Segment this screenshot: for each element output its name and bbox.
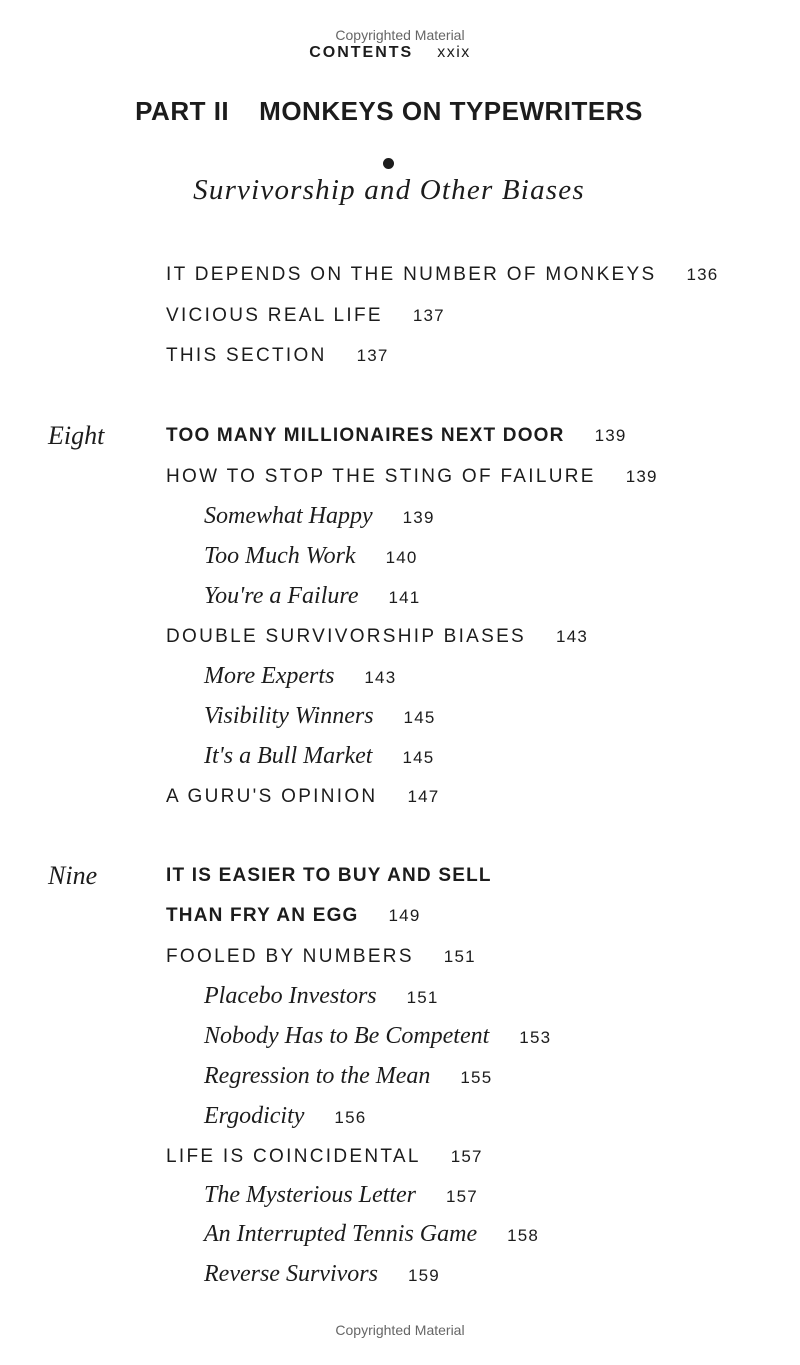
toc-page-number: 139 (625, 467, 658, 486)
toc-entry (166, 946, 476, 968)
running-head (0, 44, 780, 62)
toc-subentry (204, 663, 396, 690)
toc-subentry (204, 1023, 551, 1050)
part-heading (0, 96, 778, 127)
part-title: MONKEYS ON TYPEWRITERS (259, 96, 643, 126)
toc-page-number: 145 (403, 708, 436, 727)
toc-page-number: 151 (443, 947, 476, 966)
toc-entry (166, 264, 718, 286)
toc-subentry (204, 1103, 366, 1130)
toc-subentry-title: An Interrupted Tennis Game (204, 1221, 478, 1247)
toc-page-number: 151 (406, 988, 439, 1007)
toc-page-number: 139 (402, 508, 435, 527)
toc-entry-title: VICIOUS REAL LIFE (166, 305, 383, 326)
toc-subentry-title: Placebo Investors (204, 983, 377, 1009)
toc-page-number: 158 (507, 1226, 540, 1245)
toc-entry (166, 305, 445, 327)
toc-subentry-title: Nobody Has to Be Competent (204, 1023, 490, 1049)
chapter-title (166, 425, 627, 447)
toc-entry (166, 786, 439, 808)
toc-page-number: 155 (460, 1068, 493, 1087)
toc-subentry-title: You're a Failure (204, 583, 359, 609)
toc-subentry-title: Reverse Survivors (204, 1261, 378, 1287)
chapter-number: Eight (48, 421, 105, 450)
toc-entry-title: IT DEPENDS ON THE NUMBER OF MONKEYS (166, 264, 657, 285)
toc-page-number: 157 (450, 1147, 483, 1166)
toc-page-number: 137 (356, 346, 389, 365)
toc-subentry-title: Somewhat Happy (204, 503, 373, 529)
toc-entry-title: LIFE IS COINCIDENTAL (166, 1146, 421, 1167)
toc-entry (166, 1146, 483, 1168)
toc-page-number: 149 (388, 906, 421, 925)
toc-subentry-title: Regression to the Mean (204, 1063, 431, 1089)
toc-subentry (204, 703, 436, 730)
toc-page-number: 159 (407, 1266, 440, 1285)
running-head-label: CONTENTS (309, 44, 414, 61)
chapter-title-text: THAN FRY AN EGG (166, 905, 359, 926)
copyright-watermark-bottom: Copyrighted Material (335, 1322, 465, 1338)
toc-subentry (204, 983, 439, 1010)
toc-entry-title: THIS SECTION (166, 345, 327, 366)
toc-page-number: 153 (519, 1028, 552, 1047)
running-head-page-number: xxix (437, 44, 471, 61)
toc-subentry-title: Too Much Work (204, 543, 356, 569)
part-label: PART II (135, 96, 230, 126)
toc-subentry-title: It's a Bull Market (204, 743, 373, 769)
toc-page-number: 157 (445, 1187, 478, 1206)
toc-entry-title: HOW TO STOP THE STING OF FAILURE (166, 466, 596, 487)
toc-page-number: 156 (334, 1108, 367, 1127)
toc-entry-title: A GURU'S OPINION (166, 786, 378, 807)
toc-page-number: 147 (407, 787, 440, 806)
toc-subentry-title: Ergodicity (204, 1103, 305, 1129)
toc-subentry-title: More Experts (204, 663, 335, 689)
toc-entry-title: DOUBLE SURVIVORSHIP BIASES (166, 626, 527, 647)
chapter-title-text: TOO MANY MILLIONAIRES NEXT DOOR (166, 425, 565, 446)
toc-page-number: 143 (556, 627, 589, 646)
toc-subentry-title: Visibility Winners (204, 703, 374, 729)
toc-subentry (204, 743, 434, 770)
toc-page-number: 139 (594, 426, 627, 445)
toc-subentry (204, 1063, 492, 1090)
toc-page-number: 136 (686, 265, 719, 284)
copyright-watermark-top: Copyrighted Material (335, 27, 465, 43)
toc-subentry (204, 1261, 440, 1288)
toc-page-number: 141 (388, 588, 421, 607)
chapter-title-line1: IT IS EASIER TO BUY AND SELL (166, 865, 492, 886)
toc-page-number: 140 (385, 548, 418, 567)
toc-subentry-title: The Mysterious Letter (204, 1182, 416, 1208)
toc-subentry (204, 1221, 539, 1248)
toc-entry (166, 345, 389, 367)
toc-page-number: 145 (402, 748, 435, 767)
toc-subentry (204, 503, 435, 530)
chapter-title-line2 (166, 905, 421, 927)
chapter-number: Nine (48, 861, 98, 890)
part-subtitle: Survivorship and Other Biases (193, 174, 585, 206)
toc-subentry (204, 583, 420, 610)
toc-entry (166, 466, 658, 488)
toc-subentry (204, 543, 418, 570)
toc-entry-title: FOOLED BY NUMBERS (166, 946, 414, 967)
toc-subentry (204, 1182, 478, 1209)
toc-page-number: 137 (412, 306, 445, 325)
ornament-dot (383, 158, 394, 169)
toc-page-number: 143 (364, 668, 397, 687)
toc-entry (166, 626, 588, 648)
